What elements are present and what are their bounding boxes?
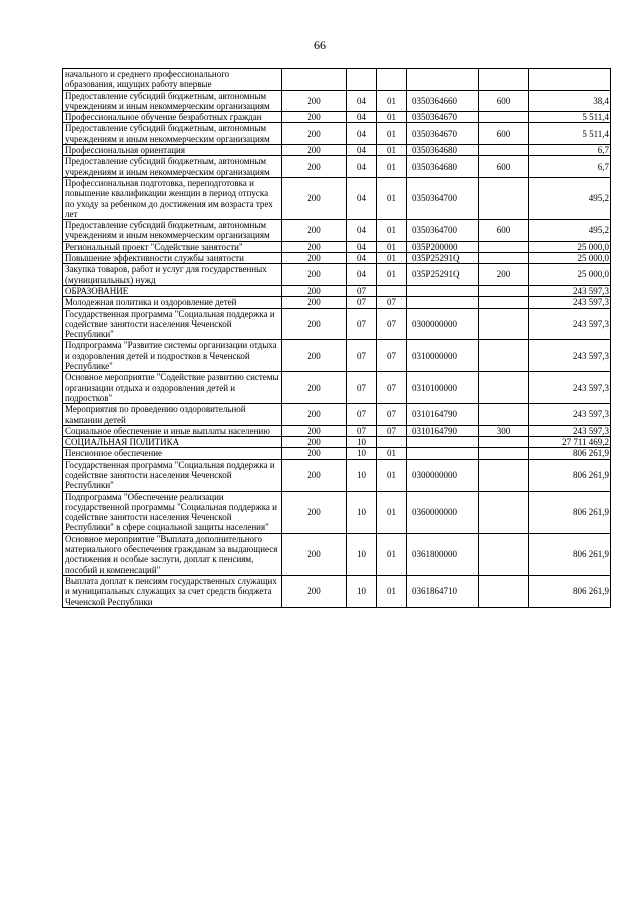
row-pr: 01 <box>377 145 407 156</box>
table-row <box>63 156 611 178</box>
table-row <box>63 575 611 607</box>
row-csr: 0360000000 <box>407 491 479 533</box>
row-csr: 035P25291Q <box>407 253 479 264</box>
row-sum: 25 000,0 <box>529 264 611 286</box>
row-name: Основное мероприятие "Выплата дополнительного материального обеспечения гражданам за выдающиеся достижения и особые заслуги, доплат к пенсиям, пособий и компенсаций" <box>63 533 282 575</box>
row-csr: 0350364670 <box>407 123 479 145</box>
row-sum: 806 261,9 <box>529 448 611 459</box>
row-grbs: 200 <box>282 156 347 178</box>
row-pr: 07 <box>377 297 407 308</box>
table-row <box>63 220 611 242</box>
row-csr: 0350364680 <box>407 145 479 156</box>
row-vr: 600 <box>479 156 529 178</box>
row-grbs: 200 <box>282 285 347 296</box>
row-name: СОЦИАЛЬНАЯ ПОЛИТИКА <box>63 437 282 448</box>
table-row <box>63 404 611 426</box>
row-sum: 5 511,4 <box>529 123 611 145</box>
row-grbs: 200 <box>282 404 347 426</box>
row-sum: 25 000,0 <box>529 253 611 264</box>
table-row <box>63 264 611 286</box>
row-csr: 0300000000 <box>407 308 479 340</box>
row-vr: 600 <box>479 90 529 112</box>
table-row <box>63 459 611 491</box>
row-pr: 01 <box>377 156 407 178</box>
row-pr: 01 <box>377 459 407 491</box>
row-grbs: 200 <box>282 220 347 242</box>
row-sum: 6,7 <box>529 156 611 178</box>
row-name: Повышение эффективности службы занятости <box>63 253 282 264</box>
row-csr: 0350364700 <box>407 177 479 219</box>
row-name: Предоставление субсидий бюджетным, автономным учреждениям и иным некоммерческим организациям <box>63 123 282 145</box>
row-grbs: 200 <box>282 437 347 448</box>
row-grbs: 200 <box>282 340 347 372</box>
row-rz: 10 <box>347 437 377 448</box>
row-grbs <box>282 69 347 91</box>
row-vr: 300 <box>479 425 529 436</box>
row-sum: 243 597,3 <box>529 404 611 426</box>
row-pr: 01 <box>377 177 407 219</box>
row-grbs: 200 <box>282 459 347 491</box>
row-pr: 01 <box>377 575 407 607</box>
row-grbs: 200 <box>282 575 347 607</box>
row-name: начального и среднего профессионального образования, ищущих работу впервые <box>63 69 282 91</box>
row-sum: 495,2 <box>529 177 611 219</box>
table-row <box>63 340 611 372</box>
row-pr: 01 <box>377 123 407 145</box>
row-sum: 38,4 <box>529 90 611 112</box>
row-sum: 243 597,3 <box>529 425 611 436</box>
row-sum: 25 000,0 <box>529 241 611 252</box>
row-grbs: 200 <box>282 425 347 436</box>
row-vr <box>479 297 529 308</box>
row-rz: 04 <box>347 123 377 145</box>
table-row <box>63 90 611 112</box>
row-pr: 07 <box>377 425 407 436</box>
row-grbs: 200 <box>282 533 347 575</box>
row-csr: 0361864710 <box>407 575 479 607</box>
row-vr <box>479 145 529 156</box>
row-csr: 0350364660 <box>407 90 479 112</box>
table-row <box>63 491 611 533</box>
row-csr: 0350364670 <box>407 112 479 123</box>
table-row <box>63 437 611 448</box>
row-name: Предоставление субсидий бюджетным, автономным учреждениям и иным некоммерческим организациям <box>63 90 282 112</box>
row-name: Государственная программа "Социальная поддержка и содействие занятости населения Чеченской Республики" <box>63 459 282 491</box>
row-name: Подпрограмма "Обеспечение реализации государственной программы "Социальная поддержка и содействие занятости населения Чеченской Республики" в сфере социальной защиты населения" <box>63 491 282 533</box>
row-sum: 27 711 469,2 <box>529 437 611 448</box>
row-pr: 01 <box>377 90 407 112</box>
table-row <box>63 145 611 156</box>
table-row <box>63 177 611 219</box>
row-rz: 04 <box>347 156 377 178</box>
row-name: Государственная программа "Социальная поддержка и содействие занятости населения Чеченской Республики" <box>63 308 282 340</box>
row-vr <box>479 253 529 264</box>
table-row <box>63 448 611 459</box>
row-pr: 01 <box>377 491 407 533</box>
table-row <box>63 308 611 340</box>
row-pr: 01 <box>377 241 407 252</box>
row-vr <box>479 404 529 426</box>
row-grbs: 200 <box>282 308 347 340</box>
table-row <box>63 425 611 436</box>
row-pr: 01 <box>377 264 407 286</box>
row-rz: 04 <box>347 145 377 156</box>
row-pr: 01 <box>377 448 407 459</box>
row-vr <box>479 459 529 491</box>
row-grbs: 200 <box>282 90 347 112</box>
row-rz: 04 <box>347 177 377 219</box>
row-vr: 600 <box>479 123 529 145</box>
row-sum: 243 597,3 <box>529 297 611 308</box>
row-pr: 07 <box>377 340 407 372</box>
row-name: Профессиональная ориентация <box>63 145 282 156</box>
table-row <box>63 253 611 264</box>
row-csr: 0310164790 <box>407 425 479 436</box>
row-name: Пенсионное обеспечение <box>63 448 282 459</box>
row-name: Профессиональное обучение безработных граждан <box>63 112 282 123</box>
row-rz: 07 <box>347 285 377 296</box>
row-rz: 04 <box>347 220 377 242</box>
table-row <box>63 285 611 296</box>
row-name: Подпрограмма "Развитие системы организации отдыха и оздоровления детей и подростков в Чеченской Республике" <box>63 340 282 372</box>
row-pr: 01 <box>377 533 407 575</box>
row-rz: 10 <box>347 448 377 459</box>
row-csr: 0350364680 <box>407 156 479 178</box>
row-name: Профессиональная подготовка, переподготовка и повышение квалификации женщин в период отпуска по уходу за ребенком до достижения им возраста трех лет <box>63 177 282 219</box>
row-name: Закупка товаров, работ и услуг для государственных (муниципальных) нужд <box>63 264 282 286</box>
row-grbs: 200 <box>282 253 347 264</box>
row-grbs: 200 <box>282 241 347 252</box>
row-vr <box>479 112 529 123</box>
row-sum: 243 597,3 <box>529 308 611 340</box>
row-grbs: 200 <box>282 123 347 145</box>
row-vr <box>479 177 529 219</box>
table-row <box>63 297 611 308</box>
row-pr: 01 <box>377 112 407 123</box>
row-rz: 04 <box>347 90 377 112</box>
row-rz: 10 <box>347 491 377 533</box>
row-name: Предоставление субсидий бюджетным, автономным учреждениям и иным некоммерческим организациям <box>63 156 282 178</box>
row-name: ОБРАЗОВАНИЕ <box>63 285 282 296</box>
row-rz: 10 <box>347 575 377 607</box>
row-csr: 0361800000 <box>407 533 479 575</box>
row-name: Предоставление субсидий бюджетным, автономным учреждениям и иным некоммерческим организациям <box>63 220 282 242</box>
row-rz <box>347 69 377 91</box>
table-row <box>63 533 611 575</box>
row-sum <box>529 69 611 91</box>
row-csr <box>407 297 479 308</box>
row-grbs: 200 <box>282 372 347 404</box>
row-csr: 0310100000 <box>407 372 479 404</box>
row-csr: 035P25291Q <box>407 264 479 286</box>
row-rz: 07 <box>347 404 377 426</box>
table-row <box>63 69 611 91</box>
row-sum: 243 597,3 <box>529 372 611 404</box>
row-vr <box>479 437 529 448</box>
row-rz: 04 <box>347 241 377 252</box>
row-name: Молодежная политика и оздоровление детей <box>63 297 282 308</box>
row-rz: 07 <box>347 308 377 340</box>
row-vr <box>479 533 529 575</box>
row-vr <box>479 308 529 340</box>
row-name: Выплата доплат к пенсиям государственных служащих и муниципальных служащих за счет средств бюджета Чеченской Республики <box>63 575 282 607</box>
row-rz: 04 <box>347 253 377 264</box>
row-grbs: 200 <box>282 177 347 219</box>
row-pr: 07 <box>377 372 407 404</box>
row-vr <box>479 491 529 533</box>
row-vr <box>479 340 529 372</box>
page-number: 66 <box>314 38 326 52</box>
row-vr: 200 <box>479 264 529 286</box>
row-rz: 10 <box>347 459 377 491</box>
table-row <box>63 241 611 252</box>
row-grbs: 200 <box>282 264 347 286</box>
row-vr: 600 <box>479 220 529 242</box>
row-sum: 806 261,9 <box>529 575 611 607</box>
row-grbs: 200 <box>282 491 347 533</box>
row-grbs: 200 <box>282 145 347 156</box>
row-csr <box>407 285 479 296</box>
row-pr: 07 <box>377 404 407 426</box>
row-sum: 806 261,9 <box>529 533 611 575</box>
table-row <box>63 372 611 404</box>
row-pr: 07 <box>377 308 407 340</box>
row-name: Мероприятия по проведению оздоровительной кампании детей <box>63 404 282 426</box>
table-row <box>63 123 611 145</box>
row-sum: 495,2 <box>529 220 611 242</box>
row-pr: 01 <box>377 220 407 242</box>
row-grbs: 200 <box>282 448 347 459</box>
row-csr: 0310164790 <box>407 404 479 426</box>
row-rz: 07 <box>347 297 377 308</box>
row-csr <box>407 69 479 91</box>
row-grbs: 200 <box>282 297 347 308</box>
row-vr <box>479 575 529 607</box>
table-row <box>63 112 611 123</box>
row-rz: 04 <box>347 112 377 123</box>
row-sum: 6,7 <box>529 145 611 156</box>
row-vr <box>479 372 529 404</box>
row-sum: 243 597,3 <box>529 285 611 296</box>
row-rz: 04 <box>347 264 377 286</box>
row-rz: 07 <box>347 425 377 436</box>
row-csr: 0310000000 <box>407 340 479 372</box>
row-vr <box>479 448 529 459</box>
budget-table <box>62 68 611 608</box>
row-pr <box>377 437 407 448</box>
row-csr: 0300000000 <box>407 459 479 491</box>
row-pr <box>377 69 407 91</box>
row-vr <box>479 285 529 296</box>
row-rz: 07 <box>347 372 377 404</box>
row-rz: 10 <box>347 533 377 575</box>
row-name: Региональный проект "Содействие занятости" <box>63 241 282 252</box>
row-sum: 806 261,9 <box>529 459 611 491</box>
row-csr <box>407 448 479 459</box>
row-sum: 5 511,4 <box>529 112 611 123</box>
row-name: Социальное обеспечение и иные выплаты населению <box>63 425 282 436</box>
row-rz: 07 <box>347 340 377 372</box>
budget-table-body <box>63 69 611 608</box>
row-pr: 01 <box>377 253 407 264</box>
row-csr <box>407 437 479 448</box>
row-name: Основное мероприятие "Содействие развитию системы организации отдыха и оздоровления детей и подростков" <box>63 372 282 404</box>
row-pr <box>377 285 407 296</box>
row-csr: 035P200000 <box>407 241 479 252</box>
row-vr <box>479 241 529 252</box>
row-sum: 243 597,3 <box>529 340 611 372</box>
row-vr <box>479 69 529 91</box>
row-csr: 0350364700 <box>407 220 479 242</box>
row-sum: 806 261,9 <box>529 491 611 533</box>
row-grbs: 200 <box>282 112 347 123</box>
